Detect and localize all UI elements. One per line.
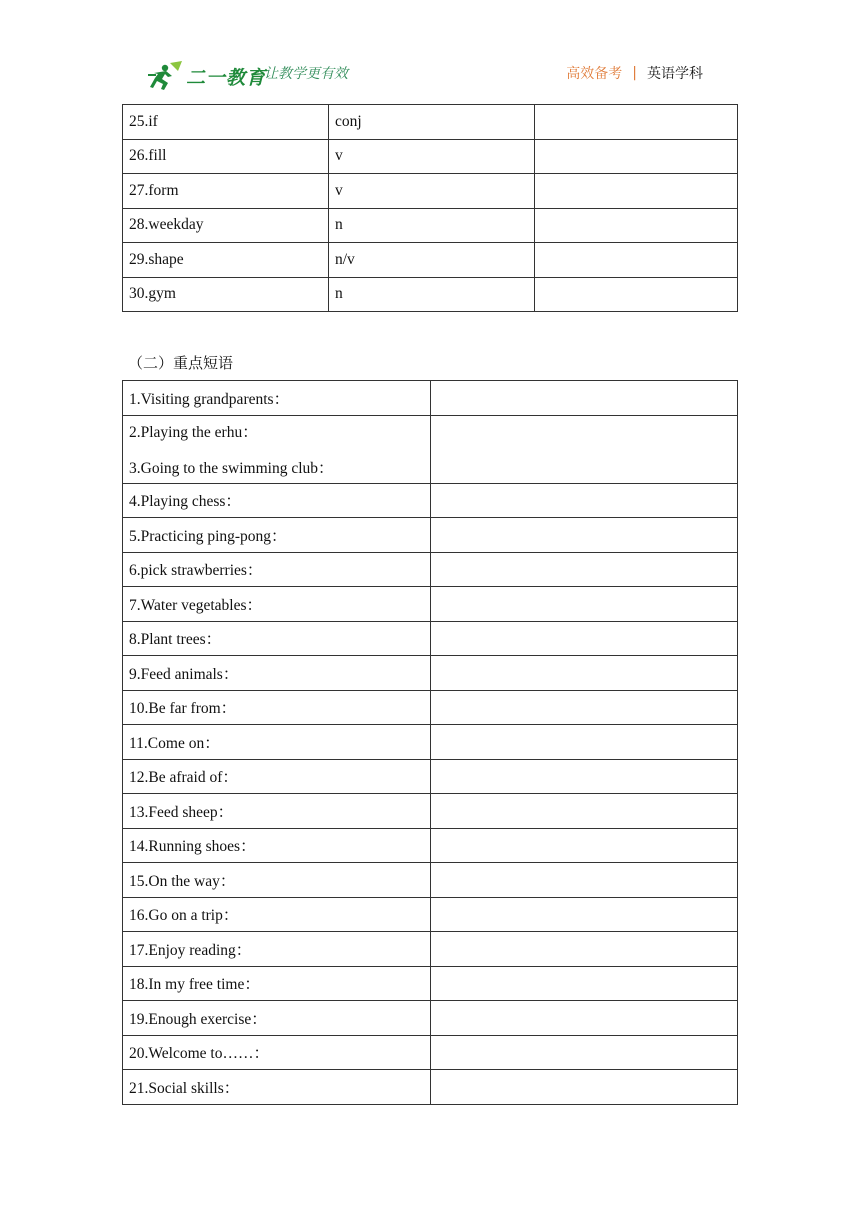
table-row bbox=[123, 587, 738, 622]
table-row bbox=[123, 725, 738, 760]
table-row bbox=[123, 552, 738, 587]
phrase-cell: 5.Practicing ping-pong： bbox=[123, 518, 431, 553]
phrase-cell: 17.Enjoy reading： bbox=[123, 932, 431, 967]
pos-cell: n bbox=[329, 208, 535, 243]
pos-cell: v bbox=[329, 139, 535, 174]
table-row bbox=[123, 759, 738, 794]
phrase-cell: 8.Plant trees： bbox=[123, 621, 431, 656]
table-row bbox=[123, 105, 738, 140]
logo-text: 二一教育 bbox=[186, 66, 267, 89]
phrase-cell: 13.Feed sheep： bbox=[123, 794, 431, 829]
table-row bbox=[123, 381, 738, 416]
answer-cell[interactable] bbox=[431, 621, 738, 656]
tag-separator: | bbox=[632, 65, 637, 81]
answer-cell[interactable] bbox=[431, 415, 738, 483]
table-row bbox=[123, 863, 738, 898]
answer-cell[interactable] bbox=[431, 483, 738, 518]
phrase-cell: 6.pick strawberries： bbox=[123, 552, 431, 587]
table-row bbox=[123, 1001, 738, 1036]
answer-cell[interactable] bbox=[431, 690, 738, 725]
answer-cell[interactable] bbox=[431, 552, 738, 587]
table-row bbox=[123, 932, 738, 967]
meaning-cell[interactable] bbox=[535, 243, 738, 278]
table-row bbox=[123, 483, 738, 518]
answer-cell[interactable] bbox=[431, 381, 738, 416]
table-row bbox=[123, 966, 738, 1001]
word-cell: 26.fill bbox=[123, 139, 329, 174]
pos-cell: v bbox=[329, 174, 535, 209]
pos-cell: n bbox=[329, 277, 535, 312]
answer-cell[interactable] bbox=[431, 1070, 738, 1105]
phrase-cell: 16.Go on a trip： bbox=[123, 897, 431, 932]
answer-cell[interactable] bbox=[431, 656, 738, 691]
phrase-cell bbox=[123, 415, 431, 483]
table-row bbox=[123, 277, 738, 312]
answer-cell[interactable] bbox=[431, 518, 738, 553]
answer-cell[interactable] bbox=[431, 587, 738, 622]
phrase-cell: 21.Social skills： bbox=[123, 1070, 431, 1105]
answer-cell[interactable] bbox=[431, 966, 738, 1001]
answer-cell[interactable] bbox=[431, 759, 738, 794]
section-title: （二）重点短语 bbox=[128, 354, 234, 372]
answer-cell[interactable] bbox=[431, 932, 738, 967]
table-row bbox=[123, 174, 738, 209]
word-cell: 30.gym bbox=[123, 277, 329, 312]
runner-logo-icon bbox=[148, 61, 184, 91]
tag-subject: 英语学科 bbox=[647, 66, 703, 82]
table-row bbox=[123, 1035, 738, 1070]
table-row bbox=[123, 690, 738, 725]
meaning-cell[interactable] bbox=[535, 105, 738, 140]
word-cell: 29.shape bbox=[123, 243, 329, 278]
table-row bbox=[123, 828, 738, 863]
phrase-cell: 10.Be far from： bbox=[123, 690, 431, 725]
phrase-line: 3.Going to the swimming club： bbox=[129, 460, 334, 477]
phrase-cell: 19.Enough exercise： bbox=[123, 1001, 431, 1036]
pos-cell: n/v bbox=[329, 243, 535, 278]
answer-cell[interactable] bbox=[431, 1001, 738, 1036]
phrase-cell: 18.In my free time： bbox=[123, 966, 431, 1001]
answer-cell[interactable] bbox=[431, 725, 738, 760]
table-row bbox=[123, 621, 738, 656]
table-row bbox=[123, 243, 738, 278]
logo bbox=[148, 60, 266, 92]
table-row bbox=[123, 656, 738, 691]
tag-prep: 高效备考 bbox=[566, 66, 623, 82]
phrase-cell: 1.Visiting grandparents： bbox=[123, 381, 431, 416]
meaning-cell[interactable] bbox=[535, 139, 738, 174]
phrase-line: 2.Playing the erhu： bbox=[129, 424, 258, 441]
table-row bbox=[123, 1070, 738, 1105]
pos-cell: conj bbox=[329, 105, 535, 140]
phrase-cell: 15.On the way： bbox=[123, 863, 431, 898]
page-header bbox=[0, 0, 860, 100]
answer-cell[interactable] bbox=[431, 863, 738, 898]
word-cell: 27.form bbox=[123, 174, 329, 209]
meaning-cell[interactable] bbox=[535, 174, 738, 209]
phrase-cell: 4.Playing chess： bbox=[123, 483, 431, 518]
phrase-cell: 7.Water vegetables： bbox=[123, 587, 431, 622]
table-row bbox=[123, 518, 738, 553]
table-row bbox=[123, 208, 738, 243]
answer-cell[interactable] bbox=[431, 828, 738, 863]
phrases-table bbox=[122, 380, 738, 1105]
table-row bbox=[123, 139, 738, 174]
table-row bbox=[123, 415, 738, 483]
meaning-cell[interactable] bbox=[535, 277, 738, 312]
word-cell: 25.if bbox=[123, 105, 329, 140]
answer-cell[interactable] bbox=[431, 794, 738, 829]
phrase-cell: 12.Be afraid of： bbox=[123, 759, 431, 794]
meaning-cell[interactable] bbox=[535, 208, 738, 243]
vocab-table bbox=[122, 104, 738, 312]
answer-cell[interactable] bbox=[431, 897, 738, 932]
slogan: 让教学更有效 bbox=[264, 66, 348, 82]
phrase-cell: 9.Feed animals： bbox=[123, 656, 431, 691]
phrase-cell: 14.Running shoes： bbox=[123, 828, 431, 863]
phrase-cell: 11.Come on： bbox=[123, 725, 431, 760]
table-row bbox=[123, 794, 738, 829]
answer-cell[interactable] bbox=[431, 1035, 738, 1070]
table-row bbox=[123, 897, 738, 932]
word-cell: 28.weekday bbox=[123, 208, 329, 243]
header-tags bbox=[566, 63, 703, 83]
phrase-cell: 20.Welcome to……： bbox=[123, 1035, 431, 1070]
